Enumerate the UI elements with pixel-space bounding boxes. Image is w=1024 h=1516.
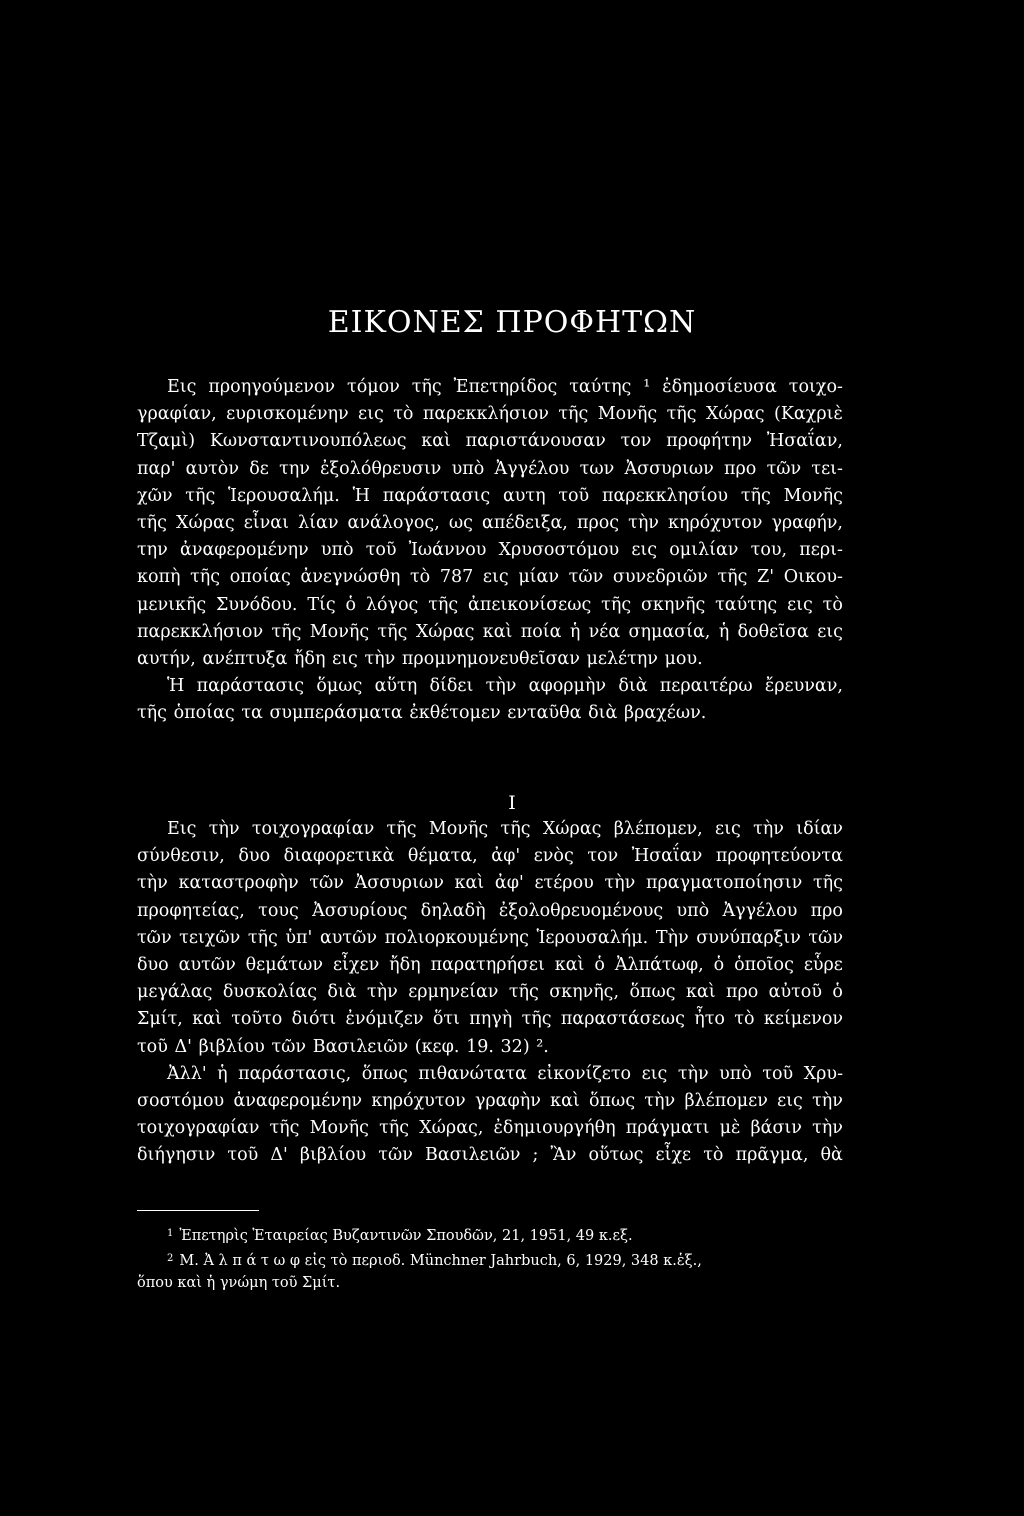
text-line: μεγάλας δυσκολίας διὰ τὴν ερμηνείαν τῆς σκηνῆς, ὅπως καὶ προ αὐτοῦ ὁ — [137, 982, 843, 1003]
footnote-2-continuation: ὅπου καὶ ἡ γνώμη τοῦ Σμίτ. — [137, 1275, 341, 1291]
footnote-mark: 1 — [167, 1228, 174, 1239]
footnotes — [137, 1223, 843, 1295]
text-line: γραφίαν, ευρισκομένην εις τὸ παρεκκλήσιον τῆς Μονῆς τῆς Χώρας (Καχριὲ — [137, 404, 843, 425]
text-line: μενικῆς Συνόδου. Τίς ὁ λόγος τῆς ἀπεικονίσεως τῆς σκηνῆς ταύτης εις τὸ — [137, 594, 843, 615]
text-line: τοιχογραφίαν τῆς Μονῆς τῆς Χώρας, ἐδημιουργήθη πράγματι μὲ βάσιν τὴν — [137, 1118, 843, 1139]
text-line: Ἀλλ' ἡ παράστασις, ὅπως πιθανώτατα εἰκονίζετο εις τὴν υπὸ τοῦ Χρυ- — [167, 1063, 843, 1084]
text-line: σύνθεσιν, δυο διαφορετικὰ θέματα, ἀφ' ενὸς τον Ἠσαΐαν προφητεύοντα — [137, 846, 843, 867]
text-line: Ἡ παράστασις ὅμως αὕτη δίδει τὴν αφορμὴν διὰ περαιτέρω ἔρευναν, — [167, 676, 843, 697]
text-line: διήγησιν τοῦ Δ' βιβλίου τῶν Βασιλειῶν ; Ἂν οὕτως εἶχε τὸ πρᾶγμα, θὰ — [137, 1145, 843, 1166]
text-line: παρεκκλήσιον τῆς Μονῆς τῆς Χώρας καὶ ποία ἡ νέα σημασία, ἡ δοθεῖσα εις — [137, 621, 843, 642]
section-paragraphs — [137, 816, 843, 1169]
text-line: τὴν καταστροφὴν τῶν Ἀσσυριων καὶ ἀφ' ετέρου τὴν πραγματοποίησιν τῆς — [137, 873, 843, 894]
text-line: Εις προηγούμενον τόμον τῆς Ἐπετηρίδος ταύτης ¹ ἐδημοσίευσα τοιχο- — [167, 377, 843, 397]
footnote-1 — [137, 1223, 843, 1248]
text-line: κοπὴ τῆς οποίας ἀνεγνώσθη τὸ 787 εις μίαν τῶν συνεδριῶν τῆς Ζ' Οικου- — [137, 567, 843, 588]
footnote-text: Ἐπετηρὶς Ἑταιρείας Βυζαντινῶν Σπουδῶν, 21, 1951, 49 κ.εξ. — [179, 1228, 633, 1244]
text-line: προφητείας, τους Ἀσσυρίους δηλαδὴ ἐξολοθρευομένους υπὸ Ἀγγέλου προ — [137, 900, 843, 921]
text-line: Τζαμὶ) Κωνσταντινουπόλεως καὶ παριστάνουσαν τον προφήτην Ἠσαΐαν, — [137, 431, 843, 452]
text-line: τοῦ Δ' βιβλίου τῶν Βασιλειῶν (κεφ. 19. 32) ². — [137, 1036, 549, 1057]
footnote-text: Μ. Ἀ λ π ά τ ω φ εἰς τὸ περιοδ. Münchner Jahrbuch, 6, 1929, 348 κ.ἑξ., — [179, 1252, 702, 1269]
text-line: τῆς ὁποίας τα συμπεράσματα ἐκθέτομεν ενταῦθα διὰ βραχέων. — [137, 703, 707, 724]
footnote-rule — [137, 1210, 259, 1211]
text-line: Σμίτ, καὶ τοῦτο διότι ἐνόμιζεν ὅτι πηγὴ τῆς παραστάσεως ἦτο τὸ κείμενον — [137, 1009, 843, 1030]
text-line: χῶν τῆς Ἱερουσαλήμ. Ἡ παράστασις αυτη τοῦ παρεκκλησίου τῆς Μονῆς — [137, 485, 843, 506]
text-line: Εις τὴν τοιχογραφίαν τῆς Μονῆς τῆς Χώρας βλέπομεν, εις τὴν ιδίαν — [167, 819, 843, 839]
text-line: τῆς Χώρας εἶναι λίαν ανάλογος, ως απέδειξα, προς τὴν κηρόχυτον γραφήν, — [137, 512, 843, 533]
text-line: παρ' αυτὸν δε την ἐξολόθρευσιν υπὸ Ἀγγέλου των Ἀσσυριων προ τῶν τει- — [137, 458, 843, 479]
intro-paragraphs — [137, 374, 843, 727]
section-number: Ι — [508, 792, 516, 814]
text-line: την ἀναφερομένην υπὸ τοῦ Ἰωάννου Χρυσοστόμου εις ομιλίαν του, περι- — [137, 540, 843, 561]
text-line: αυτήν, ανέπτυξα ἤδη εις τὴν προμνημονευθεῖσαν μελέτην μου. — [137, 648, 703, 669]
footnote-mark: 2 — [167, 1252, 174, 1264]
text-line: δυο αυτῶν θεμάτων εἶχεν ἤδη παρατηρήσει καὶ ὁ Ἀλπάτωφ, ὁ ὁποῖος εὗρε — [137, 954, 843, 975]
footnote-2 — [137, 1248, 843, 1273]
page-title: ΕΙΚΟΝΕΣ ΠΡΟΦΗΤΩΝ — [327, 305, 697, 340]
text-line: τῶν τειχῶν τῆς ὑπ' αυτῶν πολιορκουμένης Ἱερουσαλήμ. Τὴν συνύπαρξιν τῶν — [137, 927, 843, 948]
text-line: σοστόμου ἀναφερομένην κηρόχυτον γραφὴν καὶ ὅπως τὴν βλέπομεν εις τὴν — [137, 1090, 843, 1111]
